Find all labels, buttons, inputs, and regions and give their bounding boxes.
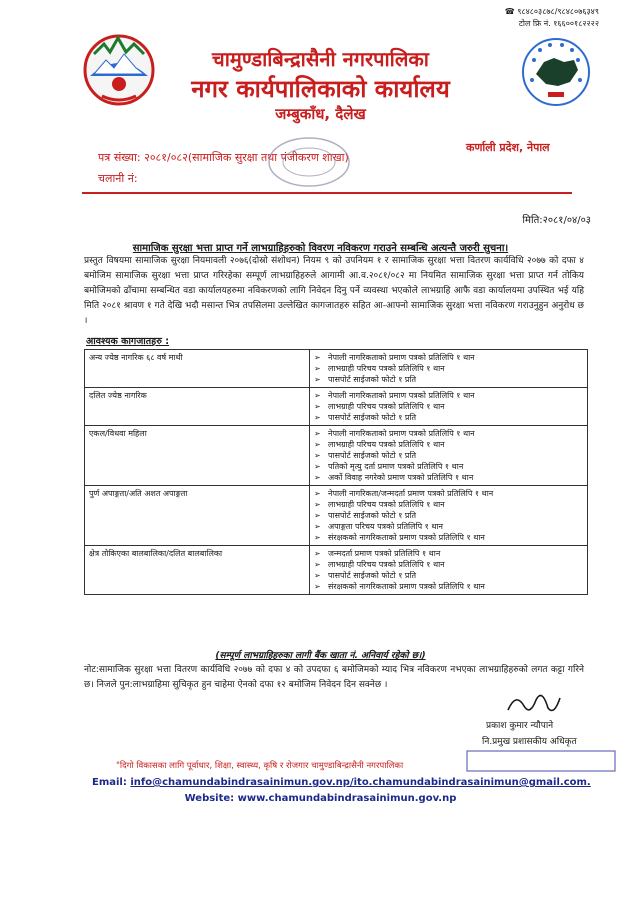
document-item-text: पासपोर्ट साईजको फोटो १ प्रति — [328, 571, 417, 580]
footer-slogan: "दिगो विकासका लागि पूर्वाधार, शिक्षा, स्वास्थ्य, कृषि र रोजगार चामुण्डाबिन्द्रासैनी नगरपालिका — [116, 761, 404, 771]
document-item — [314, 510, 583, 521]
document-item-text: अपाङ्गता परिचय पत्रको प्रतिलिपि १ थान — [328, 522, 444, 531]
document-item — [314, 374, 583, 385]
document-item — [314, 472, 583, 483]
beneficiary-category: एकल/विधवा महिला — [85, 426, 310, 486]
footer-email — [92, 777, 591, 788]
office-location: जम्बुकाँध, दैलेख — [275, 105, 366, 123]
arrow-bullet-icon: ➢ — [314, 533, 321, 542]
document-item-text: लाभग्राही परिचय पत्रको प्रतिलिपि १ थान — [328, 440, 445, 449]
beneficiary-category: दलित ज्येष्ठ नागरिक — [85, 388, 310, 426]
required-documents-cell — [310, 486, 588, 546]
documents-table — [84, 349, 588, 595]
document-item-text: लाभग्राही परिचय पत्रको प्रतिलिपि १ थान — [328, 560, 445, 569]
arrow-bullet-icon: ➢ — [314, 549, 321, 558]
document-item-text: लाभग्राही परिचय पत्रको प्रतिलिपि १ थान — [328, 364, 445, 373]
beneficiary-category: पुर्ण अपाङ्गता/अति अशत अपाङ्गता — [85, 486, 310, 546]
document-item-text: पासपोर्ट साईजको फोटो १ प्रति — [328, 413, 417, 422]
document-item — [314, 581, 583, 592]
documents-row — [85, 546, 588, 595]
documents-heading: आवश्यक कागजातहरु : — [86, 336, 170, 347]
dispatch-number: चलानी नं: — [98, 172, 138, 185]
document-date: मिति:२०८१/०४/०३ — [522, 215, 591, 226]
document-item — [314, 450, 583, 461]
arrow-bullet-icon: ➢ — [314, 473, 321, 482]
handwritten-signature-icon — [504, 686, 564, 720]
documents-row — [85, 426, 588, 486]
document-item — [314, 352, 583, 363]
document-item-text: पतिको मृत्यु दर्ता प्रमाण पत्रको प्रतिलिपि १ थान — [328, 462, 464, 471]
document-item — [314, 559, 583, 570]
documents-row — [85, 388, 588, 426]
arrow-bullet-icon: ➢ — [314, 364, 321, 373]
arrow-bullet-icon: ➢ — [314, 500, 321, 509]
arrow-bullet-icon: ➢ — [314, 375, 321, 384]
beneficiary-category: क्षेत्र तोकिएका बालबालिका/दलित बालबालिका — [85, 546, 310, 595]
arrow-bullet-icon: ➢ — [314, 353, 321, 362]
reference-number: पत्र संख्या: २०८१/०८२(सामाजिक सुरक्षा तथा पंजीकरण शाखा) — [98, 151, 349, 164]
document-item — [314, 412, 583, 423]
arrow-bullet-icon: ➢ — [314, 429, 321, 438]
required-documents-cell — [310, 426, 588, 486]
document-item-text: लाभग्राही परिचय पत्रको प्रतिलिपि १ थान — [328, 500, 445, 509]
arrow-bullet-icon: ➢ — [314, 571, 321, 580]
document-item-text: अर्को विवाह नगरेको प्रमाण पत्रको प्रतिलिपि १ थान — [328, 473, 474, 482]
document-item-text: लाभग्राही परिचय पत्रको प्रतिलिपि १ थान — [328, 402, 445, 411]
document-item-text: जन्मदर्ता प्रमाण पत्रको प्रतिलिपि १ थान — [328, 549, 441, 558]
document-item — [314, 439, 583, 450]
document-item-text: नेपाली नागरिकता/जन्मदर्ता प्रमाण पत्रको प्रतिलिपि १ थान — [328, 489, 494, 498]
designation-stamp-icon — [466, 750, 616, 772]
arrow-bullet-icon: ➢ — [314, 560, 321, 569]
signatory-title: नि.प्रमुख प्रशासकीय अधिकृत — [482, 737, 577, 747]
document-item — [314, 532, 583, 543]
municipality-name: चामुण्डाबिन्द्रासैनी नगरपालिका — [212, 47, 429, 71]
header-divider — [82, 192, 572, 194]
tollfree-number: टोल फ्रि नं. १६६००१८२२२२ — [518, 19, 599, 28]
footer-website[interactable]: Website: www.chamundabindrasainimun.gov.np — [184, 793, 457, 804]
arrow-bullet-icon: ➢ — [314, 391, 321, 400]
arrow-bullet-icon: ➢ — [314, 582, 321, 591]
document-item — [314, 521, 583, 532]
arrow-bullet-icon: ➢ — [314, 440, 321, 449]
arrow-bullet-icon: ➢ — [314, 511, 321, 520]
document-item-text: पासपोर्ट साईजको फोटो १ प्रति — [328, 511, 417, 520]
document-item-text: नेपाली नागरिकताको प्रमाण पत्रको प्रतिलिपि १ थान — [328, 353, 475, 362]
document-item-text: संरक्षकको नागरिकताको प्रमाण पत्रको प्रतिलिपि १ थान — [328, 533, 485, 542]
arrow-bullet-icon: ➢ — [314, 451, 321, 460]
arrow-bullet-icon: ➢ — [314, 413, 321, 422]
office-name: नगर कार्यपालिकाको कार्यालय — [191, 75, 450, 103]
notice-body: प्रस्तुत विषयमा सामाजिक सुरक्षा नियमावली २०७६(दोस्रो संशोधन) नियम ९ को उपनियम १ र सामाजिक सुरक्षा भत्ता वितरण कार्यविधि २०७७ को दफा ४ बमोजिम सामाजिक सुरक्षा भत्ता प्राप्त गरिरहेका सम्पूर्ण लाभग्राहिहरुले आगामी आ.व.२०८१/०८२ मा नियमित सामाजिक सुरक्षा भत्ता प्राप्त गर्न तोकिय बमोजिमको ढाँचामा सम्बन्धित वडा कार्यालयहरुमा नविकरणको लागि निवेदन दिनु पर्ने व्यवस्था भएकोले लाभग्राहि आफै वडा कार्यालयमा उपस्थित भई यहि मिति २०८१ श्रावण १ गते देखि भदौ मसान्त भित्र तपसिलमा उल्लेखित कागजातहरु सहित आ-आफ्नो सामाजिक सुरक्षा भत्ता नविकरण गराउनुहुन अनुरोध छ । — [84, 256, 584, 326]
document-item — [314, 461, 583, 472]
documents-row — [85, 486, 588, 546]
arrow-bullet-icon: ➢ — [314, 402, 321, 411]
arrow-bullet-icon: ➢ — [314, 522, 321, 531]
phone-number: ☎ ९८४८०३८७८/९८४८०७६३४९ — [504, 7, 599, 16]
required-documents-cell — [310, 546, 588, 595]
required-documents-cell — [310, 350, 588, 388]
bank-account-note: (सम्पूर्ण लाभग्राहिहरुका लागी बैंक खाता नं. अनिवार्य रहेको छ।) — [215, 651, 426, 661]
document-item — [314, 363, 583, 374]
document-item-text: पासपोर्ट साईजको फोटो १ प्रति — [328, 451, 417, 460]
document-item-text: नेपाली नागरिकताको प्रमाण पत्रको प्रतिलिपि १ थान — [328, 429, 475, 438]
document-item — [314, 428, 583, 439]
email-link[interactable]: info@chamundabindrasainimun.gov.np/ito.chamundabindrasainimun@gmail.com. — [130, 777, 591, 788]
document-item — [314, 488, 583, 499]
document-item-text: संरक्षकको नागरिकताको प्रमाण पत्रको प्रतिलिपि १ थान — [328, 582, 485, 591]
province-label: कर्णाली प्रदेश, नेपाल — [466, 141, 550, 154]
arrow-bullet-icon: ➢ — [314, 462, 321, 471]
document-item-text: पासपोर्ट साईजको फोटो १ प्रति — [328, 375, 417, 384]
document-item — [314, 548, 583, 559]
document-item — [314, 401, 583, 412]
email-label: Email: — [92, 777, 131, 788]
document-item — [314, 390, 583, 401]
contact-block — [505, 6, 599, 30]
document-item-text: नेपाली नागरिकताको प्रमाण पत्रको प्रतिलिपि १ थान — [328, 391, 475, 400]
signatory-name: प्रकाश कुमार न्यौपाने — [486, 721, 554, 731]
office-stamp-icon — [254, 132, 364, 192]
required-documents-cell — [310, 388, 588, 426]
arrow-bullet-icon: ➢ — [314, 489, 321, 498]
documents-row — [85, 350, 588, 388]
notice-subject: सामाजिक सुरक्षा भत्ता प्राप्त गर्ने लाभग्राहिहरुको विवरण नविकरण गराउने सम्बन्धि अत्यन्तै जरुरी सुचना। — [132, 243, 509, 254]
footnote: नोट:सामाजिक सुरक्षा भत्ता वितरण कार्यविधि २०७७ को दफा ४ को उपदफा ६ बमोजिमको म्याद भित्र नविकरण नभएका लाभग्राहिहरुको लगत कट्टा गरिने छ। निजले पुन:लाभग्राहिमा सुचिकृत हुन चाहेमा ऐनको दफा १२ बमोजिम निवेदन दिन सक्नेछ । — [84, 665, 584, 690]
beneficiary-category: अन्य ज्येष्ठ नागरिक ६८ वर्ष माथी — [85, 350, 310, 388]
document-item — [314, 499, 583, 510]
document-item — [314, 570, 583, 581]
